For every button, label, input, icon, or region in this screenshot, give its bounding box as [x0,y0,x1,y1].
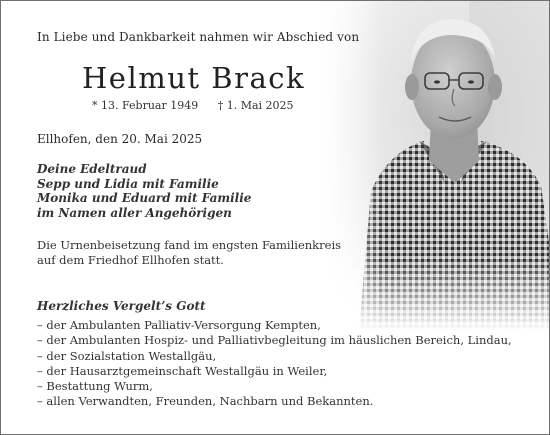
intro-line: In Liebe und Dankbarkeit nahmen wir Abschied von [37,30,360,44]
thanks-list [37,318,512,410]
deceased-name: Helmut Brack [82,61,306,95]
burial-note [37,238,341,268]
mourner-line: im Namen aller Angehörigen [37,206,232,221]
death-date: † 1. Mai 2025 [217,99,294,112]
mourner-line: Monika und Eduard mit Familie [37,191,252,206]
mourners-list [37,162,251,221]
birth-date: * 13. Februar 1949 [92,99,199,112]
thanks-item: – allen Verwandten, Freunden, Nachbarn und Bekannten. [37,394,374,409]
mourner-line: Deine Edeltraud [37,162,147,176]
burial-line: auf dem Friedhof Ellhofen statt. [37,253,224,267]
mourner-line: Sepp und Lidia mit Familie [37,176,219,191]
portrait-photo [319,1,549,331]
thanks-item: – der Ambulanten Hospiz- und Palliativbegleitung im häuslichen Bereich, Lindau, [37,333,512,348]
burial-line: Die Urnenbeisetzung fand im engsten Familienkreis [37,238,342,252]
thanks-item: – der Hausarztgemeinschaft Westallgäu in Weiler, [37,363,328,378]
thanks-item: – der Ambulanten Palliativ-Versorgung Kempten, [37,318,321,332]
life-dates [92,99,294,112]
thanks-heading: Herzliches Vergelt’s Gott [37,299,206,313]
thanks-item: – der Sozialstation Westallgäu, [37,348,217,363]
thanks-item: – Bestattung Wurm, [37,379,153,394]
place-and-date: Ellhofen, den 20. Mai 2025 [37,132,203,146]
